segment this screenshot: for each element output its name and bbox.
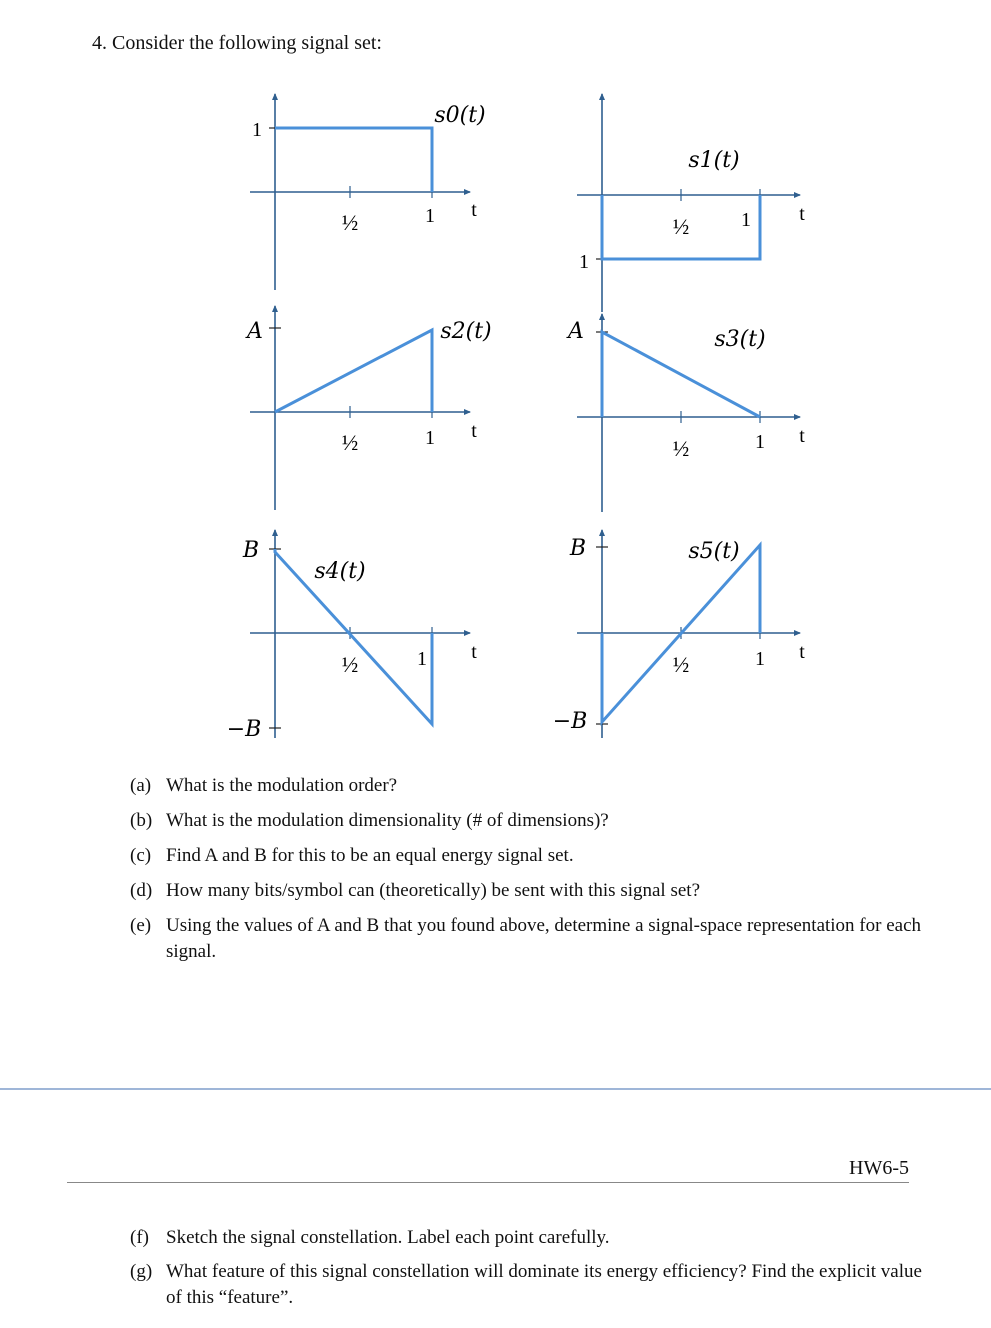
plot-s0 — [250, 94, 486, 290]
s3-y-tick-label: A — [568, 319, 584, 344]
plot-s2 — [245, 306, 492, 510]
s4-y-bottom-label: −B — [226, 717, 262, 742]
s1-t-label: t — [799, 203, 805, 225]
page-break-line — [0, 1088, 991, 1090]
s4-half-tick-label: ½ — [341, 652, 359, 677]
s5-half-tick-label: ½ — [672, 652, 690, 677]
s2-title: s2(t) — [440, 319, 492, 344]
s0-y-tick-label: 1 — [252, 119, 262, 141]
s5-t-label: t — [799, 641, 805, 663]
s0-title: s0(t) — [434, 103, 486, 128]
s1-title: s1(t) — [688, 148, 740, 173]
plot-s5 — [553, 530, 806, 738]
s5-y-bottom-label: −B — [552, 709, 588, 734]
footer-rule — [67, 1182, 909, 1183]
page-label: HW6-5 — [849, 1157, 909, 1179]
s5-y-top-label: B — [569, 536, 587, 561]
s4-one-tick-label: 1 — [417, 648, 427, 670]
s4-y-top-label: B — [242, 538, 260, 563]
s2-one-tick-label: 1 — [425, 427, 435, 449]
s2-half-tick-label: ½ — [341, 430, 359, 455]
s4-t-label: t — [471, 641, 477, 663]
plot-s3 — [566, 314, 805, 512]
s3-half-tick-label: ½ — [672, 436, 690, 461]
problem-title: 4. Consider the following signal set: — [92, 32, 382, 54]
s0-half-tick-label: ½ — [341, 210, 359, 235]
s0-one-tick-label: 1 — [425, 205, 435, 227]
s1-half-tick-label: ½ — [672, 214, 690, 239]
s3-title: s3(t) — [714, 327, 766, 352]
s3-one-tick-label: 1 — [755, 431, 765, 453]
s4-title: s4(t) — [314, 559, 366, 584]
s1-y-tick-label: 1 — [579, 251, 589, 273]
s2-y-tick-label: A — [247, 319, 263, 344]
s1-one-tick-label: 1 — [741, 209, 751, 231]
s5-title: s5(t) — [688, 539, 740, 564]
s0-t-label: t — [471, 199, 477, 221]
s2-t-label: t — [471, 420, 477, 442]
s2-waveform — [275, 330, 432, 412]
plot-s1 — [577, 94, 805, 312]
s0-waveform — [275, 128, 432, 192]
s3-t-label: t — [799, 425, 805, 447]
plot-s4 — [227, 530, 478, 742]
s5-one-tick-label: 1 — [755, 648, 765, 670]
